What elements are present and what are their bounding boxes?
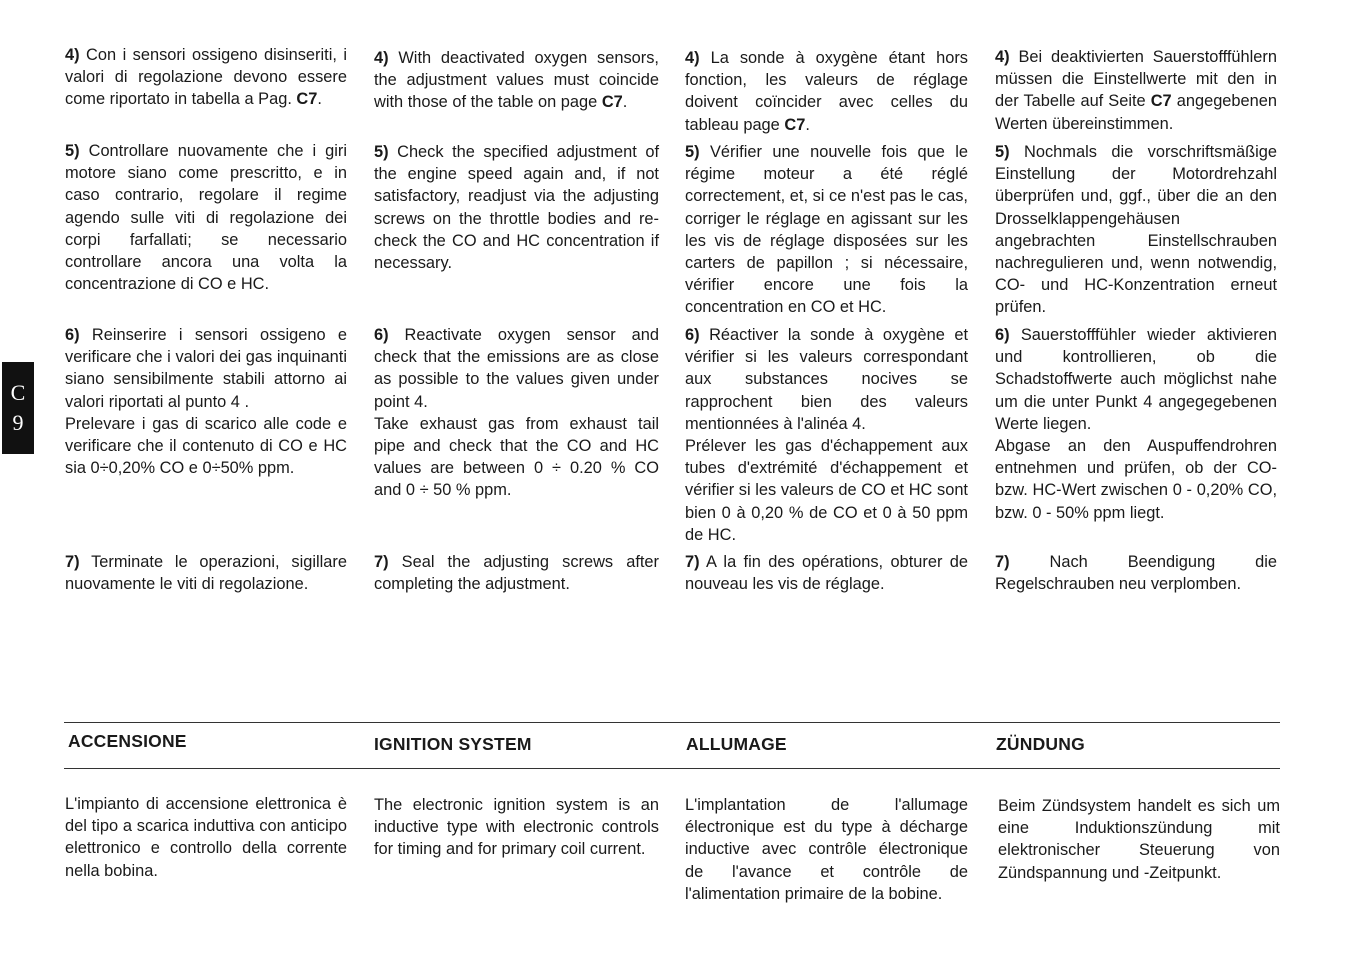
- step-4-fr: 4) La sonde à oxygène étant hors fonction, les valeurs de réglage doivent coïncider avec celles du tableau page C7.: [685, 49, 968, 134]
- step-4-it: 4) Con i sensori ossigeno disinseriti, i valori di regolazione devono essere come riportato in tabella a Pag. C7.: [65, 46, 347, 109]
- step-4-en: 4) With deactivated oxygen sensors, the adjustment values must coincide with those of the table on page C7.: [374, 49, 659, 112]
- heading-accensione: ACCENSIONE: [68, 731, 187, 751]
- step-7-de: 7) Nach Beendigung die Regelschrauben neu verplomben.: [995, 553, 1277, 594]
- step-6-en: 6) Reactivate oxygen sensor and check that the emissions are as close as possible to the values given under point 4. Take exhaust gas from exhaust tail pipe and check that the CO and HC values are between 0 ÷ 0.20 % CO and 0 ÷ 50 % ppm.: [374, 326, 660, 500]
- section-tab: [2, 362, 34, 454]
- step-6-fr: 6) Réactiver la sonde à oxygène et vérifier si les valeurs correspondant aux substances nocives se rapprochent bien des valeurs mentionnées à l'alinéa 4. Prélever les gas d'échappement aux tubes d'extrémité d'échappement et vérifier si les valeurs de CO et HC sont bien 0 à 0,20 % de CO et 0 à 50 ppm de HC.: [685, 326, 969, 544]
- step-6-it: 6) Reinserire i sensori ossigeno e verificare che i valori dei gas inquinanti siano sensibilmente stabili attorno ai valori riportati al punto 4 . Prelevare i gas di scarico alle code e verificare che il contenuto di CO e HC sia 0÷0,20% CO e 0÷50% ppm.: [65, 326, 347, 478]
- step-7-fr: 7) A la fin des opérations, obturer de nouveau les vis de réglage.: [685, 553, 969, 594]
- step-5-fr: 5) Vérifier une nouvelle fois que le régime moteur a été réglé correctement, et, si ce n'est pas le cas, corriger le réglage en agissant sur les les vis de réglage disposées sur les carters de papillon ; si nécessaire, vérifier encore une fois la concentration en CO et HC.: [685, 143, 968, 317]
- heading-ignition-system: IGNITION SYSTEM: [374, 734, 532, 754]
- heading-allumage: ALLUMAGE: [686, 734, 787, 754]
- step-7-en: 7) Seal the adjusting screws after completing the adjustment.: [374, 553, 659, 594]
- heading-zuendung: ZÜNDUNG: [996, 734, 1085, 754]
- step-5-en: 5) Check the specified adjustment of the engine speed again and, if not satisfactory, readjust via the adjusting screws on the throttle bodies and re-check the CO and HC concentration if necessary.: [374, 143, 659, 273]
- section-tab-number: 9: [12, 410, 24, 435]
- section-bottom-rule: [64, 768, 1280, 769]
- step-5-it: 5) Controllare nuovamente che i giri motore siano come prescritto, e in caso contrario, regolare il regime agendo sulle viti di regolazione dei corpi farfallati; se necessario controllare ancora una volta la concentrazione di CO e HC.: [65, 142, 347, 294]
- step-5-de: 5) Nochmals die vorschriftsmäßige Einstellung der Motordrehzahl überprüfen und, ggf., über die an den Drosselklappengehäusen angebrachten Einstellschrauben nachregulieren und, wenn notwendig, CO- und HC-Konzentration erneut prüfen.: [995, 143, 1277, 317]
- intro-german: Beim Zündsystem handelt es sich um eine Induktionszündung mit elektronischer Steuerung von Zündspannung und -Zeitpunkt.: [998, 797, 1280, 882]
- intro-english: The electronic ignition system is an inductive type with electronic controls for timing and for primary coil current.: [374, 796, 659, 859]
- intro-italian: L'impianto di accensione elettronica è del tipo a scarica induttiva con anticipo elettronico e controllo della corrente nella bobina.: [65, 795, 347, 880]
- step-4-de: 4) Bei deaktivierten Sauerstofffühlern müssen die Einstellwerte mit den in der Tabelle auf Seite C7 angegebenen Werten übereinstimmen.: [995, 48, 1278, 133]
- step-6-de: 6) Sauerstofffühler wieder aktivieren und kontrollieren, ob die Schadstoffwerte auch möglichst nahe um die unter Punkt 4 angegegebenen Werte liegen. Abgase an den Auspuffendrohren entnehmen und prüfen, ob der CO- bzw. HC-Wert zwischen 0 - 0,20% CO, bzw. 0 - 50% ppm liegt.: [995, 326, 1277, 522]
- step-7-it: 7) Terminate le operazioni, sigillare nuovamente le viti di regolazione.: [65, 553, 347, 594]
- section-tab-letter: C: [10, 380, 26, 405]
- intro-french: L'implantation de l'allumage électronique est du type à décharge inductive avec contrôle électronique de l'avance et contrôle de l'alimentation primaire de la bobine.: [685, 796, 968, 903]
- section-top-rule: [64, 722, 1280, 723]
